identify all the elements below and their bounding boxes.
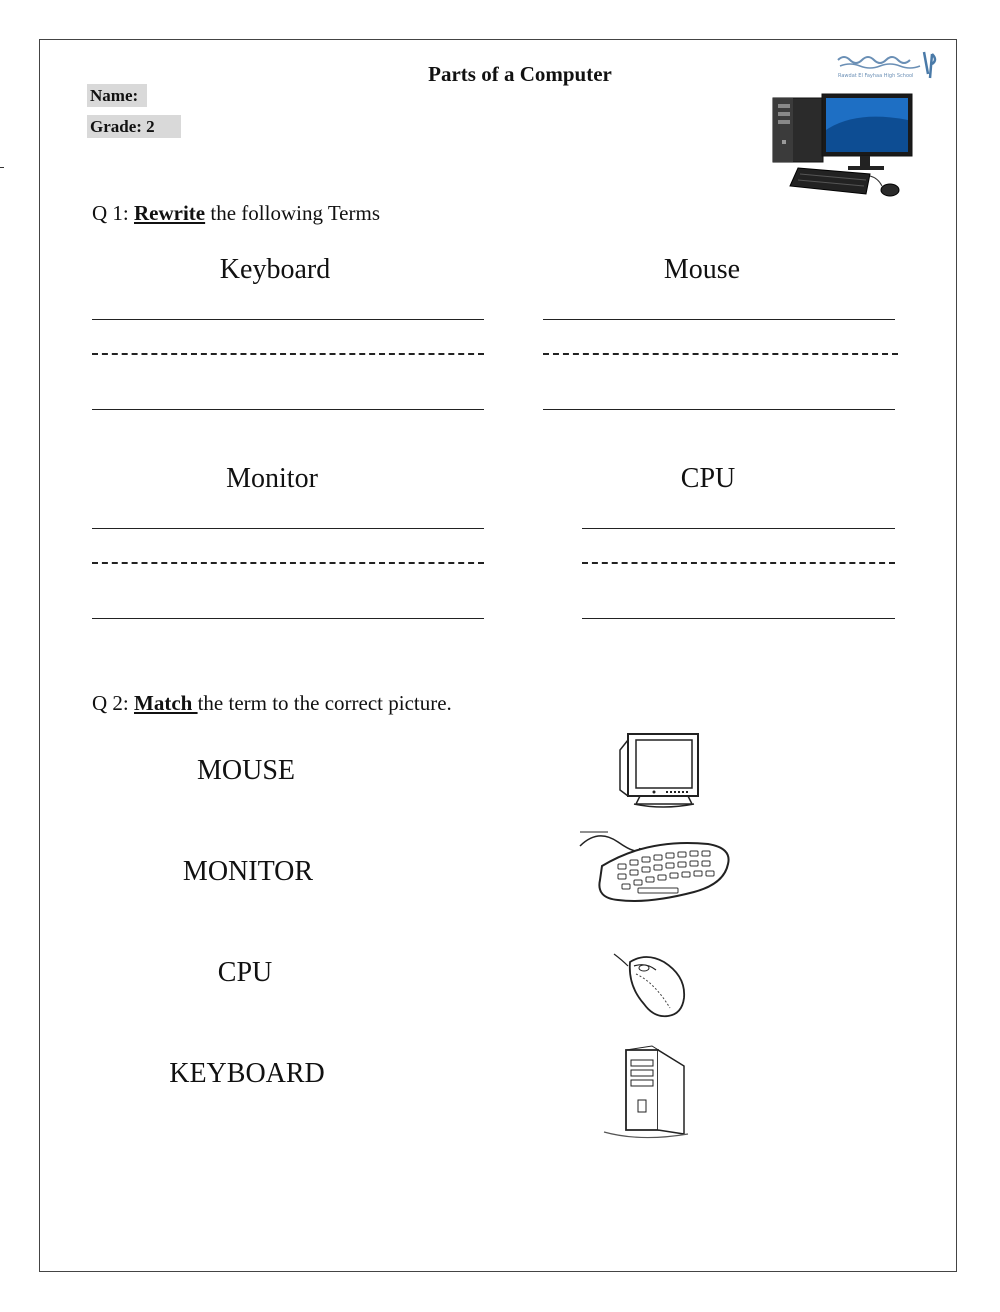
q1-heading xyxy=(92,201,380,226)
match-term-mouse[interactable]: MOUSE xyxy=(196,755,295,786)
q1-verb: Rewrite xyxy=(134,201,206,225)
grade-label: Grade: 2 xyxy=(87,115,181,138)
margin-mark xyxy=(0,167,4,168)
keyboard-icon[interactable] xyxy=(578,828,734,908)
writing-line-bottom[interactable] xyxy=(92,618,484,619)
writing-line-top[interactable] xyxy=(92,528,484,529)
writing-line-bottom[interactable] xyxy=(582,618,895,619)
writing-line-middle[interactable] xyxy=(92,562,484,564)
writing-line-top[interactable] xyxy=(92,319,484,320)
writing-line-top[interactable] xyxy=(582,528,895,529)
q1-term-keyboard: Keyboard xyxy=(219,254,331,285)
cpu-tower-icon[interactable] xyxy=(600,1046,692,1140)
writing-line-middle[interactable] xyxy=(582,562,895,564)
school-logo xyxy=(832,48,942,84)
writing-line-middle[interactable] xyxy=(543,353,898,355)
writing-line-middle[interactable] xyxy=(92,353,484,355)
q2-instruction: the term to the correct picture. xyxy=(197,691,452,715)
desktop-computer-image xyxy=(770,90,915,205)
match-term-keyboard[interactable]: KEYBOARD xyxy=(169,1058,325,1089)
match-term-cpu[interactable]: CPU xyxy=(217,957,273,988)
q1-term-mouse: Mouse xyxy=(663,254,741,285)
q1-term-monitor: Monitor xyxy=(226,463,318,494)
writing-line-bottom[interactable] xyxy=(543,409,895,410)
name-label: Name: xyxy=(87,84,147,107)
match-term-monitor[interactable]: MONITOR xyxy=(182,856,314,887)
page-title: Parts of a Computer xyxy=(428,62,612,86)
q2-heading xyxy=(92,691,452,716)
monitor-icon[interactable] xyxy=(618,730,702,812)
q1-instruction: the following Terms xyxy=(205,201,380,225)
mouse-icon[interactable] xyxy=(610,952,690,1020)
q1-number: Q 1: xyxy=(92,201,129,225)
q2-verb: Match xyxy=(134,691,198,715)
writing-line-bottom[interactable] xyxy=(92,409,484,410)
q2-number: Q 2: xyxy=(92,691,129,715)
school-logo-caption: Rawdat El Fayhaa High School xyxy=(838,73,914,79)
writing-line-top[interactable] xyxy=(543,319,895,320)
q1-term-cpu: CPU xyxy=(680,463,736,494)
